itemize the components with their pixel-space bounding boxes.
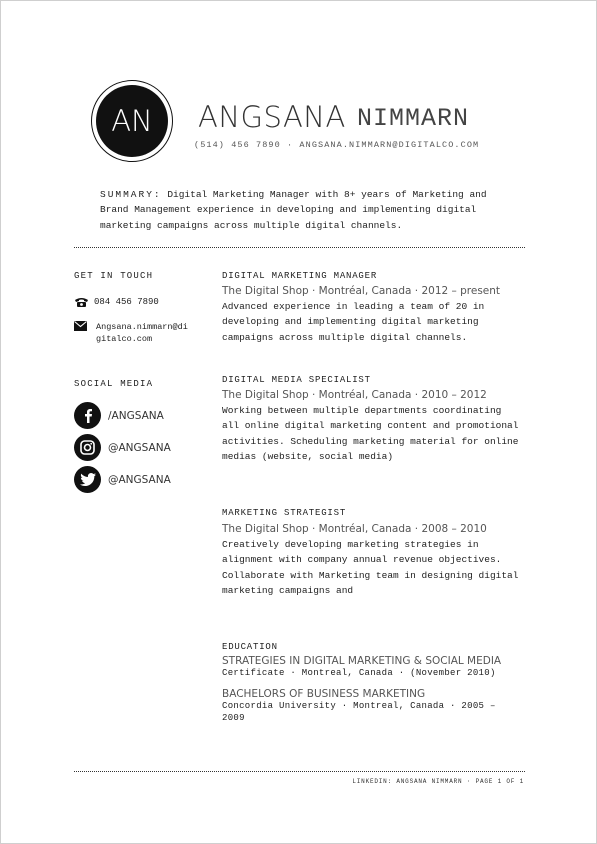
top-divider bbox=[74, 247, 525, 248]
social-row-instagram[interactable] bbox=[74, 434, 171, 461]
job-company: The Digital Shop · Montréal, Canada · 2012 – present bbox=[222, 285, 501, 297]
instagram-icon bbox=[74, 434, 101, 461]
twitter-handle: @ANGSANA bbox=[108, 473, 171, 486]
phone-row bbox=[74, 297, 189, 311]
education-detail: Certificate · Montreal, Canada · (November 2010) bbox=[222, 668, 496, 678]
job-description: Creatively developing marketing strategies in alignment with company annual revenue objectives. Collaborate with Marketing team in designing digital marketing campaigns and bbox=[222, 539, 519, 597]
job-description: Advanced experience in leading a team of 20 in developing and implementing digital marketing campaigns across multiple digital channels. bbox=[222, 301, 485, 343]
footer-text: LINKEDIN: ANGSANA NIMMARN · PAGE 1 OF 1 bbox=[352, 778, 524, 785]
get-in-touch-label: GET IN TOUCH bbox=[74, 271, 154, 281]
experience-item bbox=[222, 271, 522, 345]
phone-number: 084 456 7890 bbox=[94, 297, 159, 307]
instagram-handle: @ANGSANA bbox=[108, 441, 171, 454]
social-row-twitter[interactable] bbox=[74, 466, 171, 493]
twitter-icon bbox=[74, 466, 101, 493]
header-contact-line: (514) 456 7890 · ANGSANA.NIMMARN@DIGITALCO.COM bbox=[194, 140, 480, 150]
job-title: DIGITAL MEDIA SPECIALIST bbox=[222, 375, 371, 385]
social-row-facebook[interactable] bbox=[74, 402, 164, 429]
phone-icon bbox=[74, 297, 94, 311]
monogram-badge bbox=[91, 80, 173, 162]
facebook-icon bbox=[74, 402, 101, 429]
email-address[interactable]: Angsana.nimmarn@digitalco.com bbox=[96, 322, 188, 344]
job-description: Working between multiple departments coordinating all online digital marketing content and promotional activities. Scheduling marketing material for online medias (website, social media) bbox=[222, 405, 519, 463]
education-label: EDUCATION bbox=[222, 642, 278, 652]
education-detail: Concordia University · Montreal, Canada · 2005 – 2009 bbox=[222, 701, 496, 723]
education-title: STRATEGIES IN DIGITAL MARKETING & SOCIAL MEDIA bbox=[222, 655, 502, 667]
experience-item bbox=[222, 375, 522, 465]
monogram-text: AN bbox=[96, 85, 168, 157]
summary-text: Digital Marketing Manager with 8+ years of Marketing and Brand Management experience in developing and implementing digital marketing campaigns across multiple digital channels. bbox=[100, 189, 487, 231]
last-name: NIMMARN bbox=[357, 104, 470, 133]
job-company: The Digital Shop · Montréal, Canada · 2008 – 2010 bbox=[222, 523, 487, 535]
social-media-label: SOCIAL MEDIA bbox=[74, 379, 154, 389]
education-title: BACHELORS OF BUSINESS MARKETING bbox=[222, 688, 426, 700]
experience-item bbox=[222, 508, 522, 599]
education-item bbox=[222, 688, 522, 724]
envelope-icon bbox=[74, 321, 96, 334]
summary-label: SUMMARY: bbox=[100, 189, 162, 200]
education-item bbox=[222, 655, 522, 679]
job-title: MARKETING STRATEGIST bbox=[222, 508, 347, 518]
first-name: ANGSANA bbox=[198, 100, 346, 134]
summary bbox=[100, 187, 500, 233]
bottom-divider bbox=[74, 771, 525, 772]
facebook-handle: /ANGSANA bbox=[108, 409, 164, 422]
job-title: DIGITAL MARKETING MANAGER bbox=[222, 271, 378, 281]
job-company: The Digital Shop · Montréal, Canada · 2010 – 2012 bbox=[222, 389, 487, 401]
email-row bbox=[74, 321, 192, 345]
